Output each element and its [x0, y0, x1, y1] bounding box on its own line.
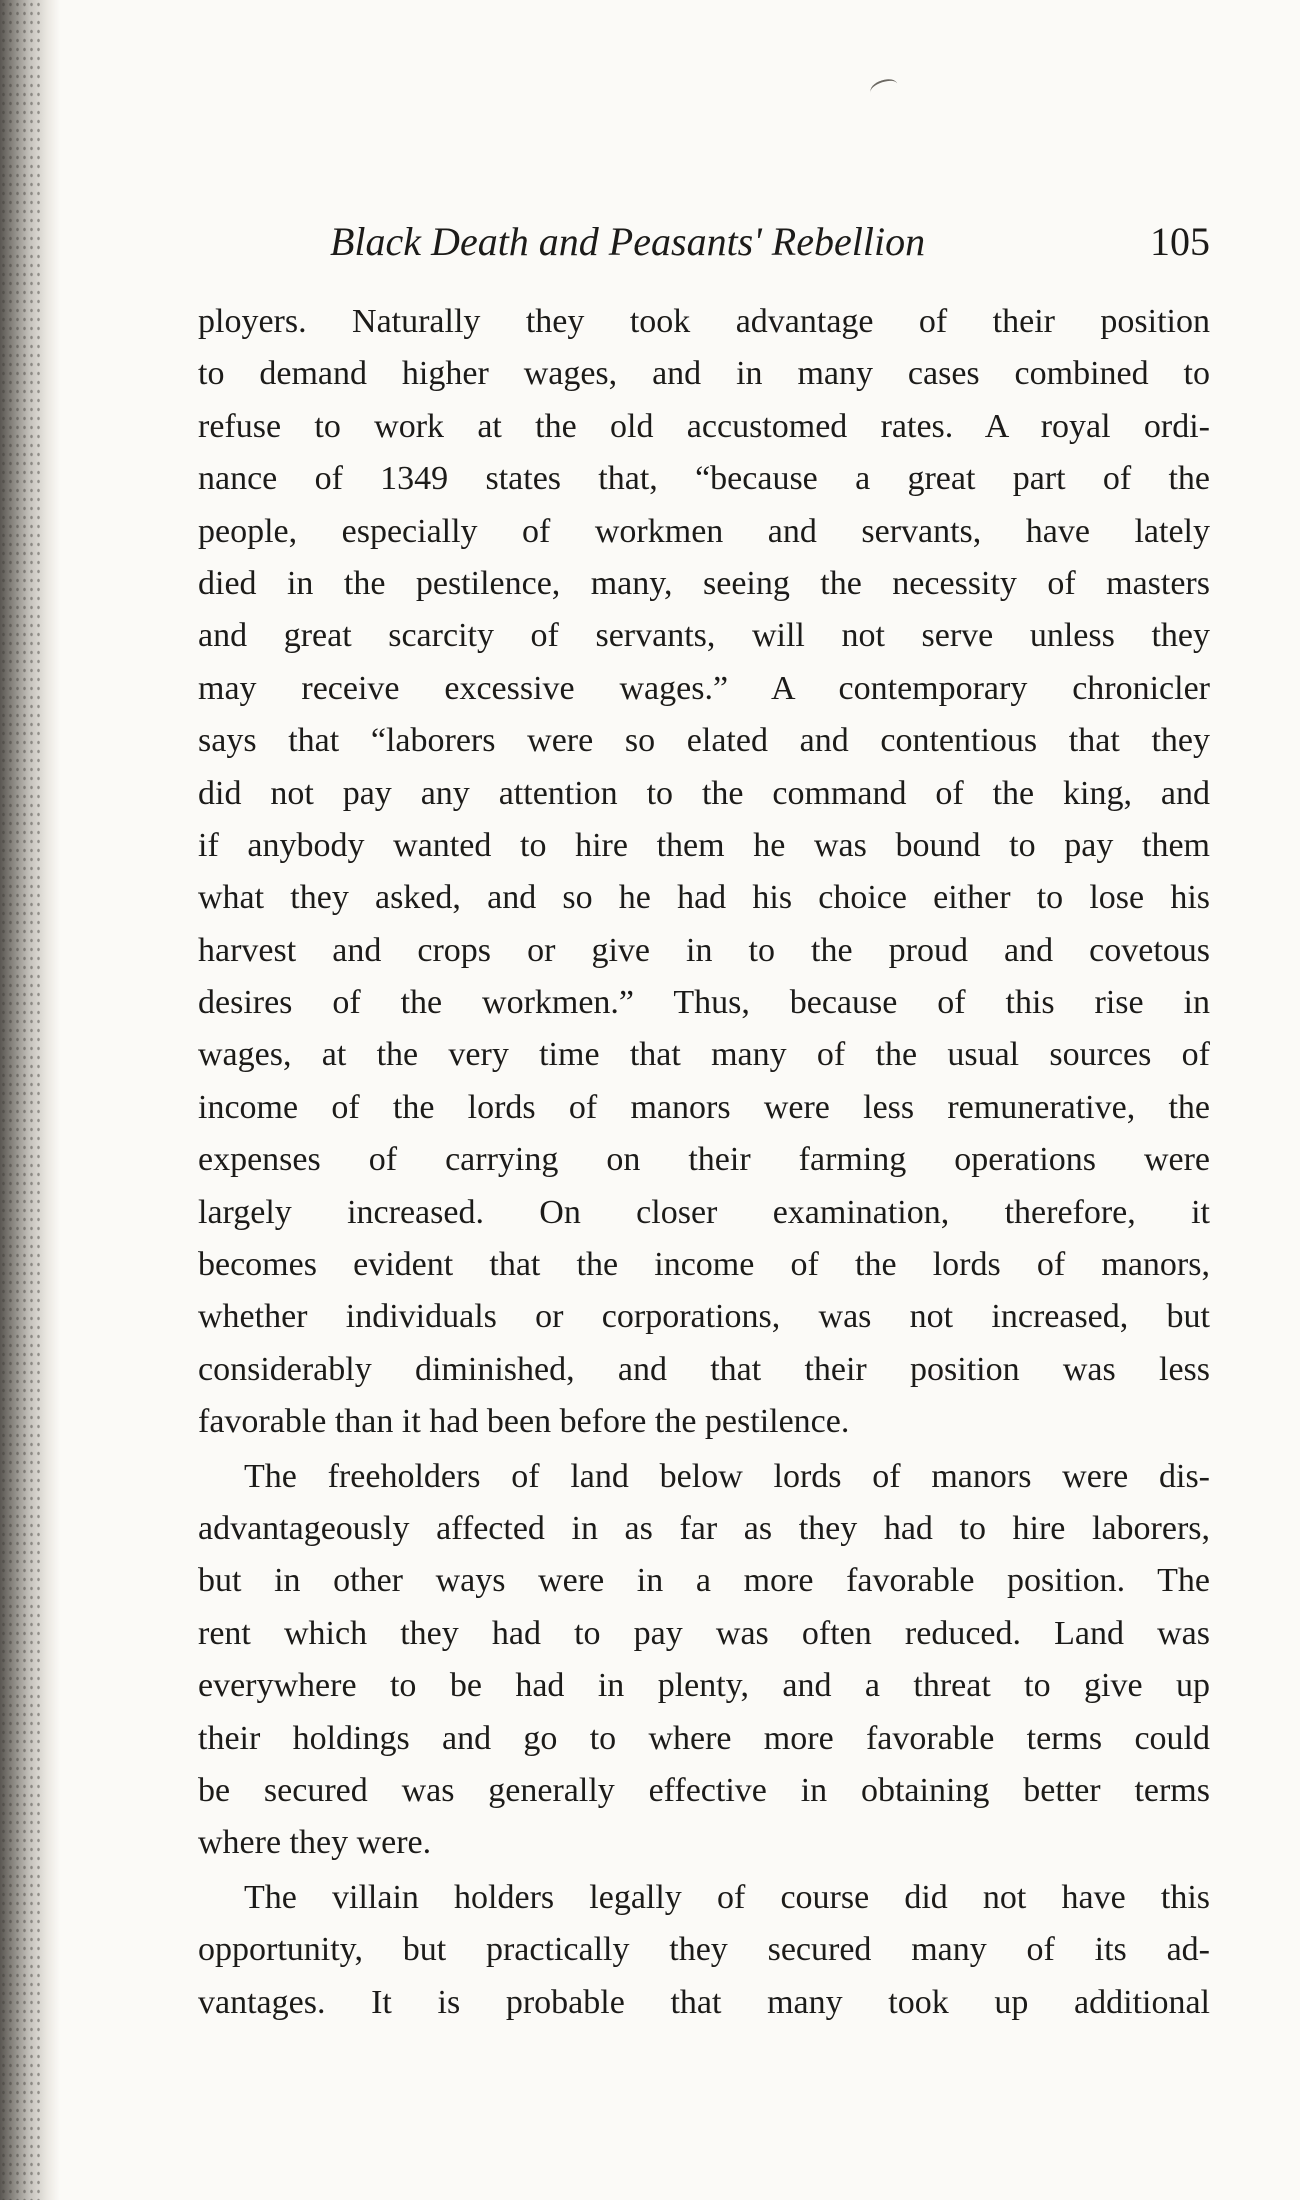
text-line: becomes evident that the income of the lords of manors, [198, 1246, 1210, 1284]
page-header [330, 212, 1210, 272]
page-number: 105 [1150, 219, 1210, 264]
body-text [198, 296, 1210, 2031]
text-line: everywhere to be had in plenty, and a threat to give up [198, 1667, 1210, 1705]
text-line: wages, at the very time that many of the usual sources of [198, 1036, 1210, 1074]
text-line: their holdings and go to where more favorable terms could [198, 1719, 1210, 1757]
text-line: if anybody wanted to hire them he was bound to pay them [198, 826, 1210, 864]
text-line: advantageously affected in as far as they had to hire laborers, [198, 1509, 1210, 1547]
text-line: vantages. It is probable that many took up additional [198, 1983, 1210, 2021]
text-line: The villain holders legally of course did not have this [244, 1878, 1210, 1916]
text-line: favorable than it had been before the pestilence. [198, 1403, 850, 1441]
text-line: and great scarcity of servants, will not serve unless they [198, 617, 1210, 655]
ink-mark [868, 76, 900, 100]
text-line: says that “laborers were so elated and contentious that they [198, 722, 1210, 760]
text-line: desires of the workmen.” Thus, because of this rise in [198, 984, 1210, 1022]
text-line: whether individuals or corporations, was not increased, but [198, 1298, 1210, 1336]
text-line: did not pay any attention to the command of the king, and [198, 774, 1210, 812]
text-line: opportunity, but practically they secured many of its ad- [198, 1931, 1210, 1969]
text-line: but in other ways were in a more favorable position. The [198, 1562, 1210, 1600]
paragraph-3 [198, 1872, 1210, 2029]
text-line: be secured was generally effective in obtaining better terms [198, 1771, 1210, 1809]
paragraph-2 [198, 1451, 1210, 1870]
text-line: The freeholders of land below lords of manors were dis- [244, 1457, 1210, 1495]
binding-gutter [0, 0, 60, 2200]
text-line: died in the pestilence, many, seeing the necessity of masters [198, 564, 1210, 602]
running-title: Black Death and Peasants' Rebellion [330, 219, 926, 264]
text-line: considerably diminished, and that their position was less [198, 1350, 1210, 1388]
paragraph-1 [198, 296, 1210, 1449]
text-line: income of the lords of manors were less remunerative, the [198, 1088, 1210, 1126]
text-line: what they asked, and so he had his choice either to lose his [198, 879, 1210, 917]
text-line: expenses of carrying on their farming operations were [198, 1141, 1210, 1179]
text-line: largely increased. On closer examination, therefore, it [198, 1193, 1210, 1231]
text-line: people, especially of workmen and servants, have lately [198, 512, 1210, 550]
text-line: may receive excessive wages.” A contemporary chronicler [198, 669, 1210, 707]
text-line: nance of 1349 states that, “because a great part of the [198, 460, 1210, 498]
text-line: harvest and crops or give in to the proud and covetous [198, 931, 1210, 969]
text-line: refuse to work at the old accustomed rates. A royal ordi- [198, 407, 1210, 445]
text-line: where they were. [198, 1824, 432, 1862]
text-line: ployers. Naturally they took advantage of their position [198, 303, 1210, 340]
text-line: rent which they had to pay was often reduced. Land was [198, 1614, 1210, 1652]
text-line: to demand higher wages, and in many cases combined to [198, 355, 1210, 393]
